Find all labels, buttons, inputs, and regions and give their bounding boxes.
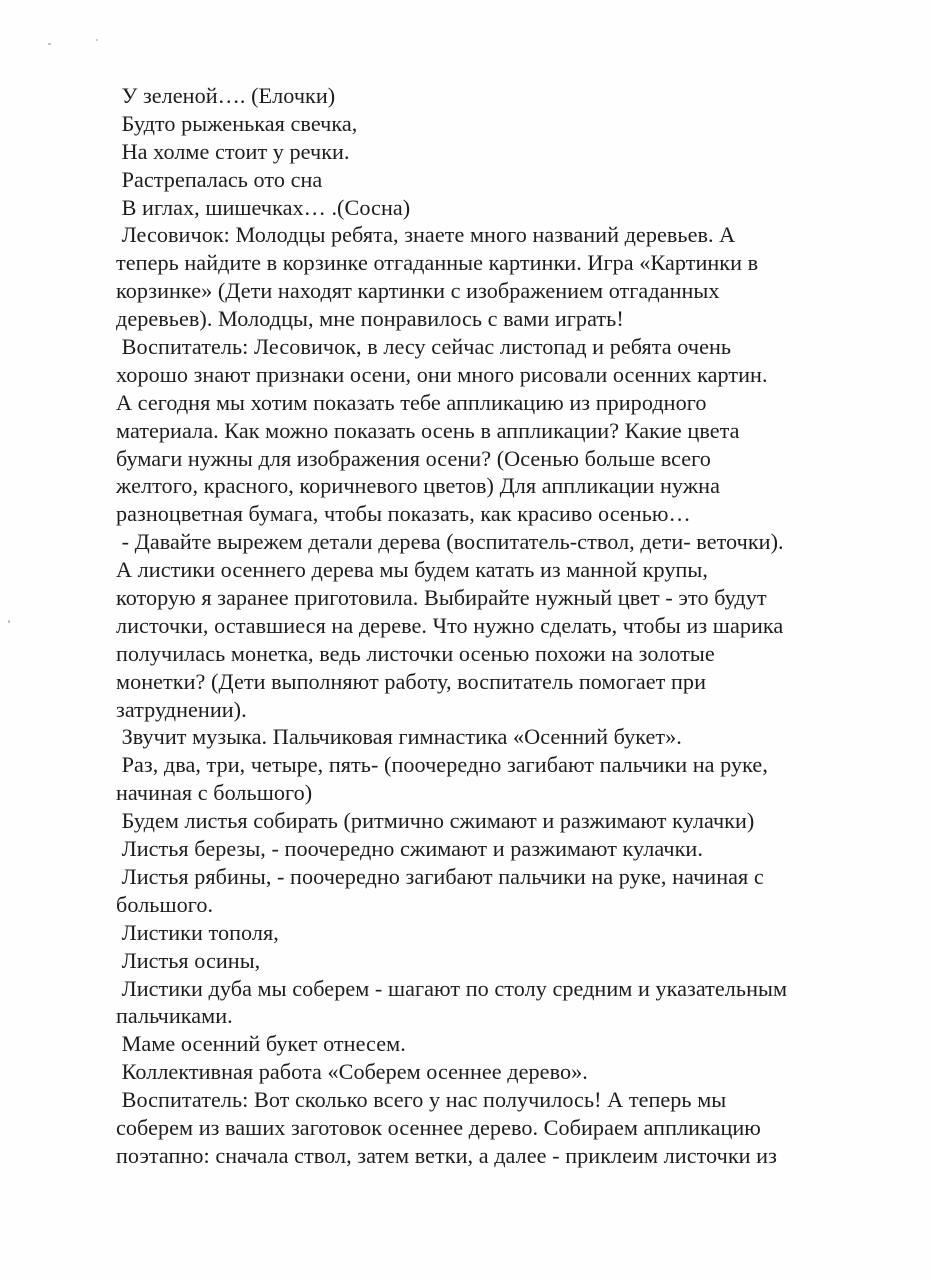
text-line: получилась монетка, ведь листочки осенью похожи на золотые: [116, 640, 715, 666]
text-line: теперь найдите в корзинке отгаданные картинки. Игра «Картинки в: [116, 250, 759, 276]
text-line: корзинке» (Дети находят картинки с изображением отгаданных: [116, 278, 720, 304]
text-line: бумаги нужны для изображения осени? (Осенью больше всего: [116, 445, 711, 471]
text-line: соберем из ваших заготовок осеннее дерево. Собираем аппликацию: [116, 1114, 761, 1140]
text-line: На холме стоит у речки.: [116, 138, 350, 164]
text-line: Воспитатель: Вот сколько всего у нас получилось! А теперь мы: [116, 1087, 727, 1113]
scan-speck: [48, 43, 51, 45]
text-line: Звучит музыка. Пальчиковая гимнастика «Осенний букет».: [116, 724, 682, 750]
scan-speck: [96, 39, 98, 41]
text-line: Листья березы, - поочередно сжимают и разжимают кулачки.: [116, 836, 703, 862]
text-line: У зеленой…. (Елочки): [116, 83, 336, 108]
text-line: Будто рыженькая свечка,: [116, 110, 358, 136]
text-line: монетки? (Дети выполняют работу, воспитатель помогает при: [116, 668, 706, 694]
text-line: хорошо знают признаки осени, они много рисовали осенних картин.: [116, 361, 768, 387]
document-text: [116, 82, 876, 1170]
text-line: Растрепалась ото сна: [116, 166, 323, 192]
text-line: В иглах, шишечках… .(Сосна): [116, 194, 411, 220]
text-line: материала. Как можно показать осень в аппликации? Какие цвета: [116, 417, 740, 443]
text-line: Будем листья собирать (ритмично сжимают и разжимают кулачки): [116, 808, 755, 834]
text-line: - Давайте вырежем детали дерева (воспитатель-ствол, дети- веточки).: [116, 529, 784, 555]
text-line: Листики дуба мы соберем - шагают по столу средним и указательным: [116, 975, 788, 1001]
text-line: затруднении).: [116, 696, 247, 722]
text-line: Листья осины,: [116, 947, 261, 973]
text-line: А листики осеннего дерева мы будем катать из манной крупы,: [116, 557, 708, 583]
text-line: желтого, красного, коричневого цветов) Для аппликации нужна: [116, 473, 720, 499]
text-line: Воспитатель: Лесовичок, в лесу сейчас листопад и ребята очень: [116, 334, 732, 360]
text-line: деревьев). Молодцы, мне понравилось с вами играть!: [116, 306, 624, 332]
text-line: Раз, два, три, четыре, пять- (поочередно загибают пальчики на руке,: [116, 752, 768, 778]
text-line: Листики тополя,: [116, 919, 279, 945]
text-line: которую я заранее приготовила. Выбирайте нужный цвет - это будут: [116, 585, 767, 611]
text-line: пальчиками.: [116, 1003, 233, 1029]
text-line: начиная с большого): [116, 780, 313, 806]
text-line: Лесовичок: Молодцы ребята, знаете много названий деревьев. А: [116, 222, 736, 248]
text-line: Листья рябины, - поочередно загибают пальчики на руке, начиная с: [116, 863, 764, 889]
text-line: поэтапно: сначала ствол, затем ветки, а далее - приклеим листочки из: [116, 1142, 777, 1168]
scan-speck: [8, 620, 10, 623]
text-line: листочки, оставшиеся на дереве. Что нужно сделать, чтобы из шарика: [116, 612, 784, 638]
text-line: большого.: [116, 891, 214, 917]
text-line: разноцветная бумага, чтобы показать, как красиво осенью…: [116, 501, 691, 527]
text-line: Коллективная работа «Соберем осеннее дерево».: [116, 1059, 588, 1085]
text-line: А сегодня мы хотим показать тебе аппликацию из природного: [116, 389, 707, 415]
text-line: Маме осенний букет отнесем.: [116, 1031, 406, 1057]
